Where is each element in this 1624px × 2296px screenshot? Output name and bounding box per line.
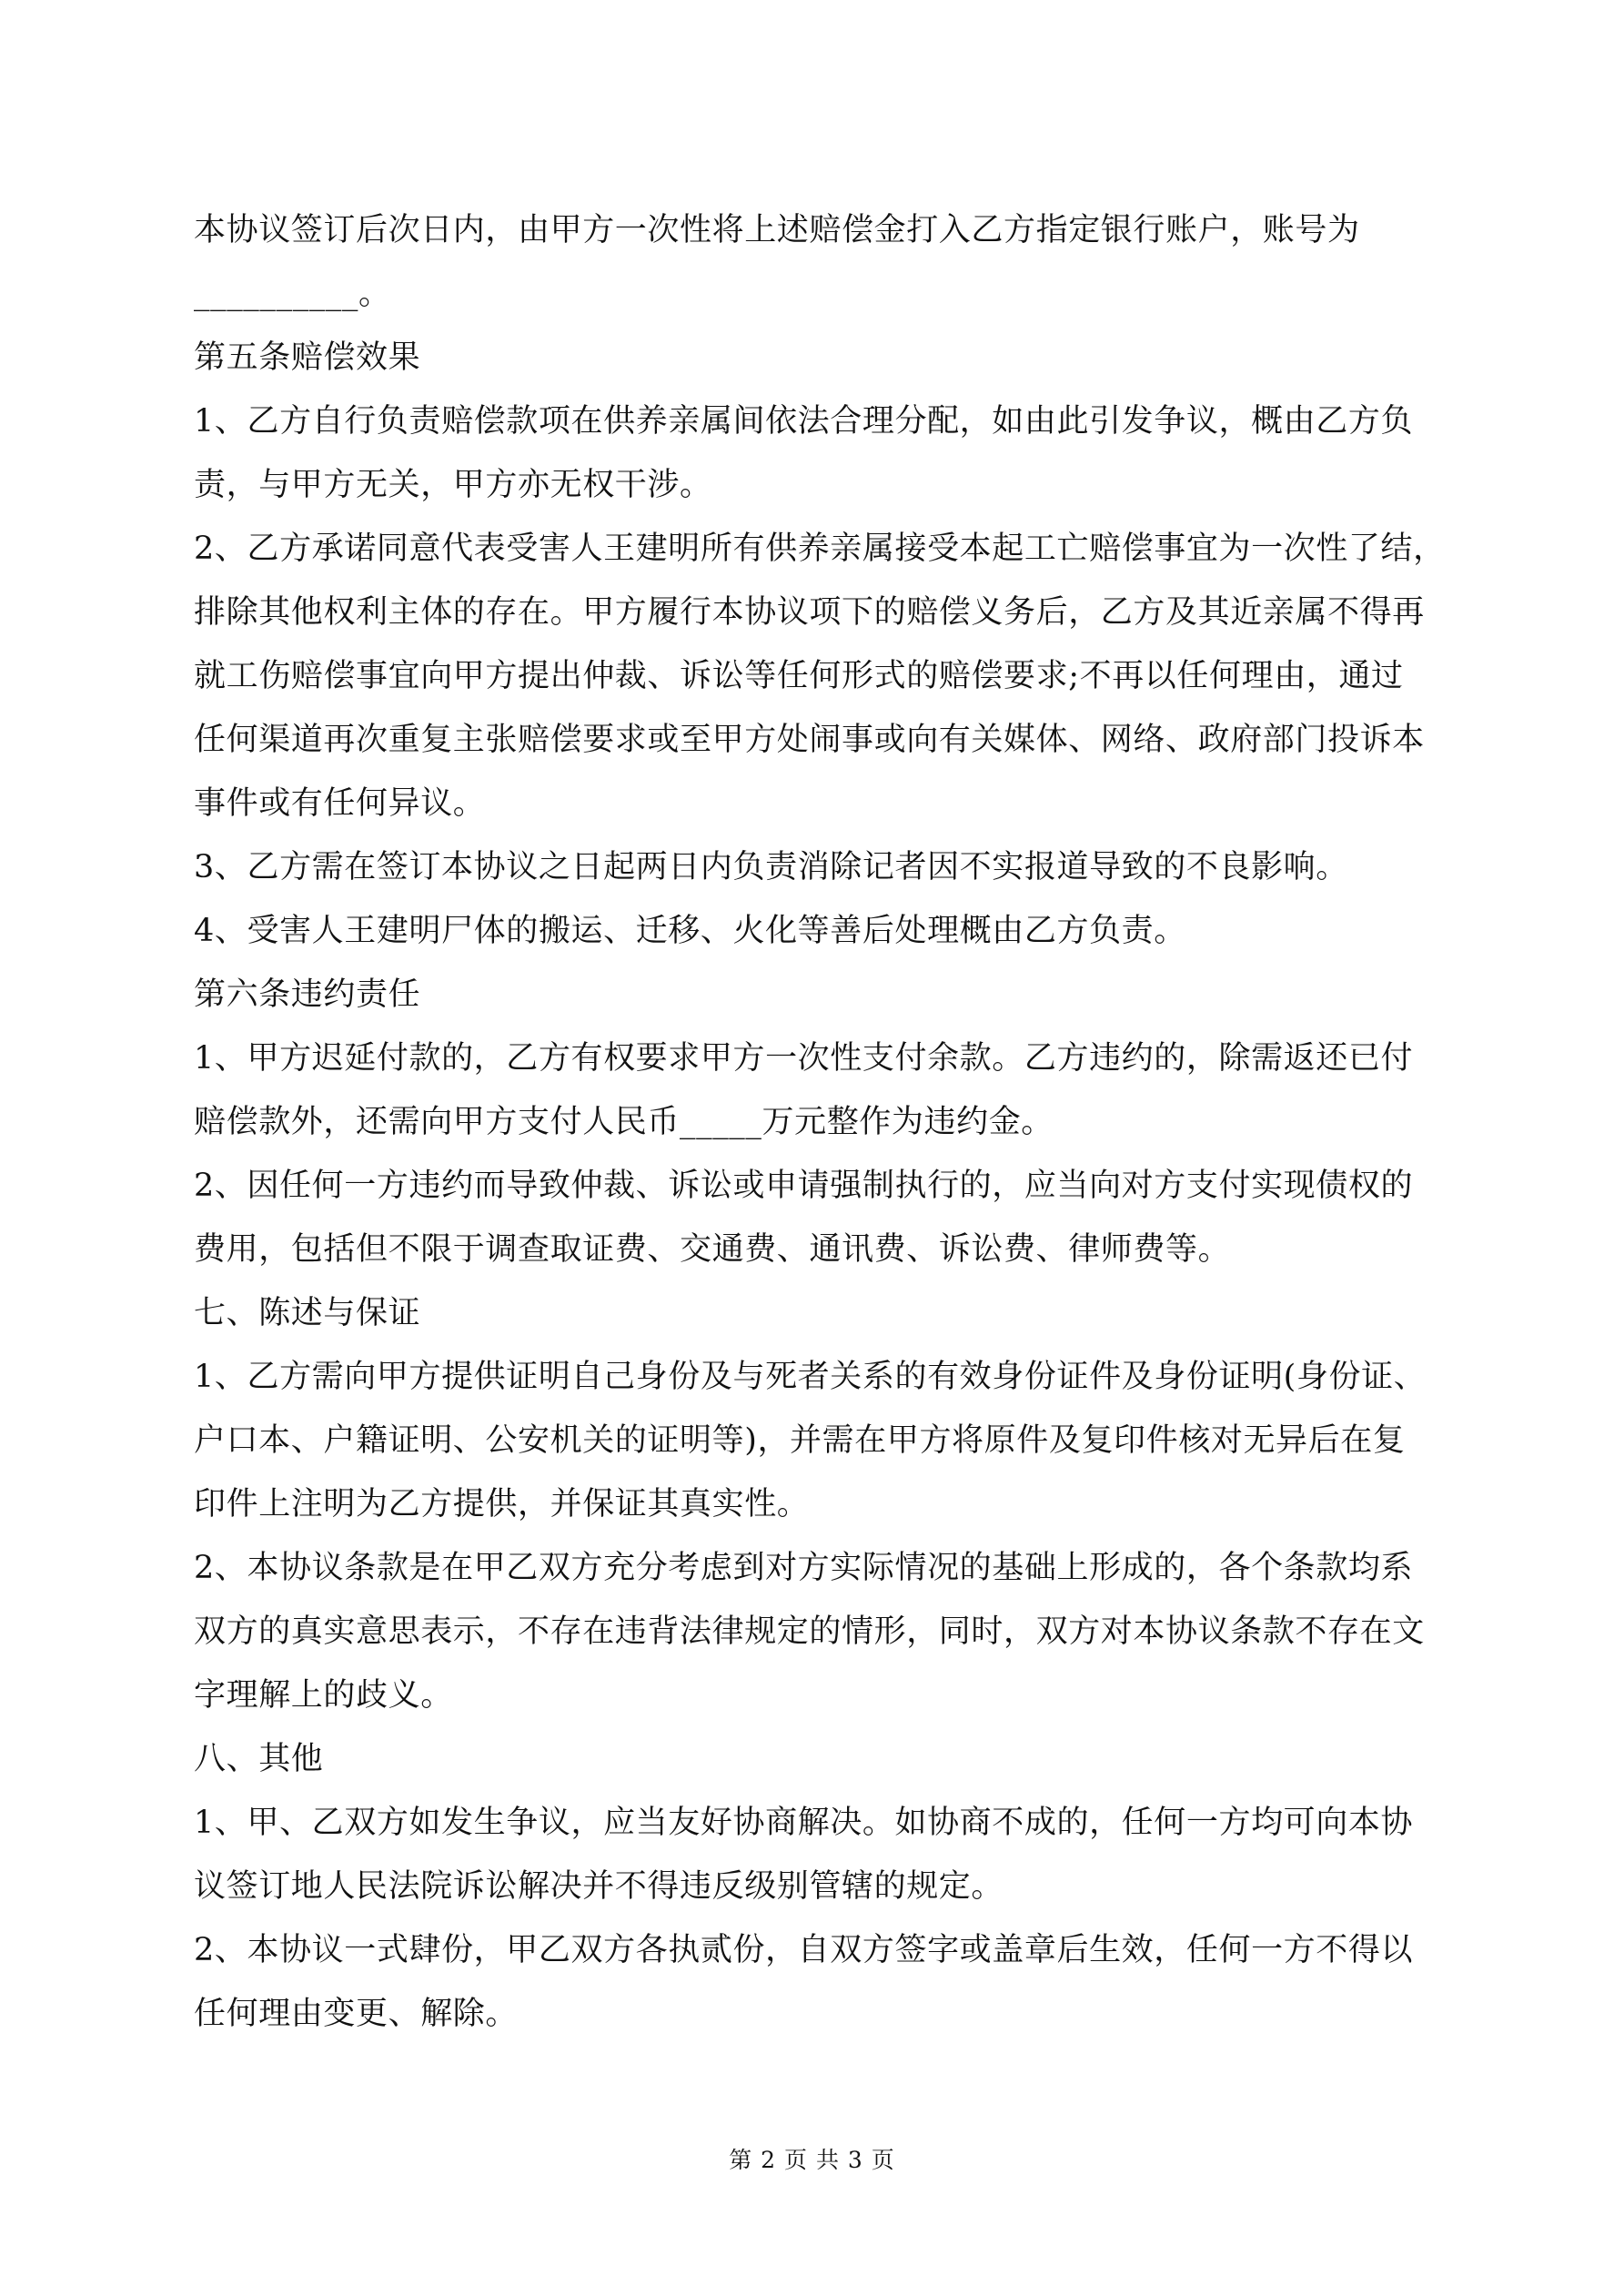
paragraph-line: 本协议签订后次日内，由甲方一次性将上述赔偿金打入乙方指定银行账户，账号为 — [194, 212, 1360, 248]
paragraph-line: 事件或有任何异议。 — [194, 785, 486, 822]
paragraph-line: 议签订地人民法院诉讼解决并不得违反级别管辖的规定。 — [194, 1868, 1004, 1905]
document-body — [194, 198, 1446, 2046]
section-heading: 七、陈述与保证 — [194, 1295, 421, 1331]
paragraph-line: 任何理由变更、解除。 — [194, 1996, 519, 2032]
section-heading: 第六条违约责任 — [194, 976, 421, 1013]
page-number-footer: 第 2 页 共 3 页 — [729, 2147, 895, 2173]
paragraph-line: __________。 — [194, 276, 391, 312]
paragraph-line: 双方的真实意思表示，不存在违背法律规定的情形，同时，双方对本协议条款不存在文 — [194, 1613, 1425, 1650]
paragraph-line: 责，与甲方无关，甲方亦无权干涉。 — [194, 467, 712, 503]
section-heading: 八、其他 — [194, 1741, 324, 1777]
section-heading: 第五条赔偿效果 — [194, 339, 421, 376]
paragraph-line: 1、甲、乙双方如发生争议，应当友好协商解决。如协商不成的，任何一方均可向本协 — [194, 1805, 1414, 1841]
paragraph-line: 1、乙方需向甲方提供证明自己身份及与死者关系的有效身份证件及身份证明(身份证、 — [194, 1359, 1427, 1395]
paragraph-line: 就工伤赔偿事宜向甲方提出仲裁、诉讼等任何形式的赔偿要求;不再以任何理由，通过 — [194, 658, 1404, 694]
paragraph-line: 1、甲方迟延付款的，乙方有权要求甲方一次性支付余款。乙方违约的，除需返还已付 — [194, 1040, 1414, 1077]
paragraph-line: 3、乙方需在签订本协议之日起两日内负责消除记者因不实报道导致的不良影响。 — [194, 849, 1348, 885]
paragraph-line: 费用，包括但不限于调查取证费、交通费、通讯费、诉讼费、律师费等。 — [194, 1231, 1231, 1268]
paragraph-line: 任何渠道再次重复主张赔偿要求或至甲方处闹事或向有关媒体、网络、政府部门投诉本 — [194, 722, 1425, 758]
paragraph-line: 户口本、户籍证明、公安机关的证明等)，并需在甲方将原件及复印件核对无异后在复 — [194, 1422, 1406, 1459]
paragraph-line: 2、本协议条款是在甲乙双方充分考虑到对方实际情况的基础上形成的，各个条款均系 — [194, 1550, 1414, 1586]
paragraph-line: 2、乙方承诺同意代表受害人王建明所有供养亲属接受本起工亡赔偿事宜为一次性了结， — [194, 531, 1446, 567]
paragraph-line: 赔偿款外，还需向甲方支付人民币_____万元整作为违约金。 — [194, 1104, 1054, 1140]
paragraph-line: 印件上注明为乙方提供，并保证其真实性。 — [194, 1486, 810, 1522]
paragraph-line: 字理解上的歧义。 — [194, 1677, 453, 1714]
paragraph-line: 排除其他权利主体的存在。甲方履行本协议项下的赔偿义务后，乙方及其近亲属不得再 — [194, 594, 1425, 631]
paragraph-line: 2、因任何一方违约而导致仲裁、诉讼或申请强制执行的，应当向对方支付实现债权的 — [194, 1168, 1414, 1204]
paragraph-line: 2、本协议一式肆份，甲乙双方各执贰份，自双方签字或盖章后生效，任何一方不得以 — [194, 1932, 1414, 1968]
paragraph-line: 1、乙方自行负责赔偿款项在供养亲属间依法合理分配，如由此引发争议，概由乙方负 — [194, 403, 1414, 440]
paragraph-line: 4、受害人王建明尸体的搬运、迁移、火化等善后处理概由乙方负责。 — [194, 913, 1186, 949]
